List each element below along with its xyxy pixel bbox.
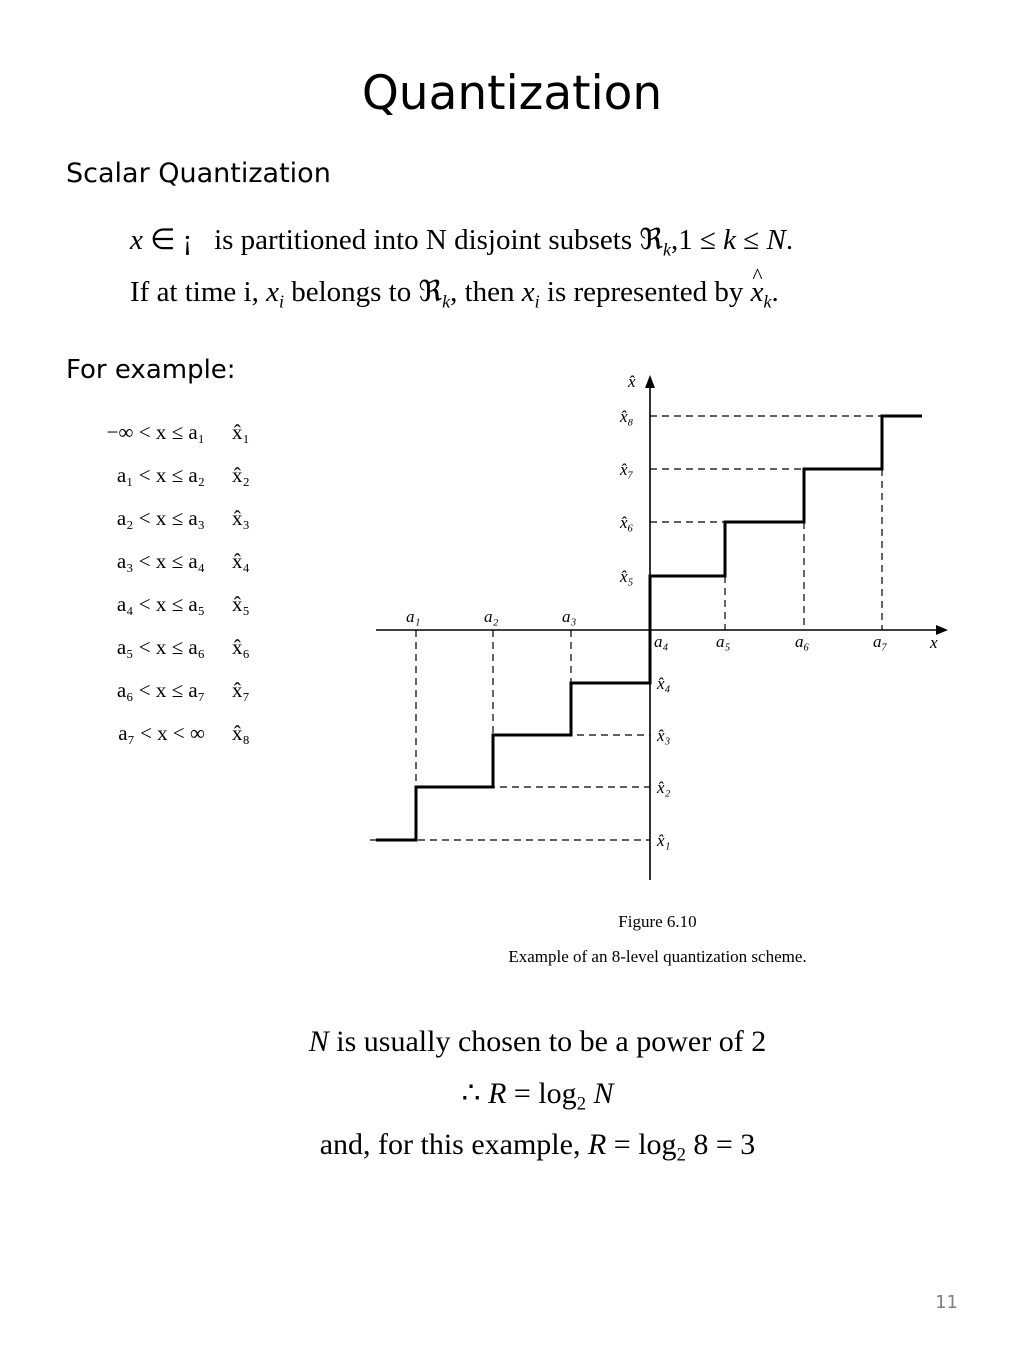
equals-symbol: = [613, 1128, 631, 1161]
var-N: N [593, 1077, 614, 1110]
recon-label-8: x̂₈ [620, 407, 634, 426]
slide-title: Quantization [361, 66, 663, 121]
recon-label-3: x̂₃ [657, 726, 671, 745]
y-axis-label: x̂ [628, 372, 636, 391]
log-text: log [638, 1128, 677, 1161]
decision-label-a5: a₅ [716, 632, 731, 651]
section-subtitle: Scalar Quantization [66, 158, 331, 189]
x-axis-label: x [930, 633, 938, 652]
var-x-i-2: x [521, 276, 535, 308]
comma: , [450, 276, 458, 308]
subscript-i-2: i [534, 291, 540, 312]
region-symbol: ℜ [639, 224, 664, 256]
var-N: N [766, 224, 786, 256]
table-row-range: a₁ < x ≤ a₂ [116, 463, 205, 487]
conclusion-line-3 [0, 1128, 1024, 1166]
page-number: 11 [935, 1292, 958, 1313]
le-symbol: ≤ [743, 224, 760, 256]
log-text: log [538, 1077, 577, 1110]
text-segment-d: is represented by [546, 276, 744, 308]
decision-label-a2: a₂ [484, 607, 499, 626]
table-row-range: a₅ < x ≤ a₆ [116, 635, 205, 659]
log-base: 2 [676, 1144, 686, 1166]
quantizer-staircase [376, 416, 922, 840]
region-subscript: k [442, 291, 451, 312]
var-N: N [308, 1025, 329, 1058]
var-x-hat-k: ^ x [751, 276, 764, 309]
recon-label-7: x̂₇ [620, 460, 634, 479]
table-row-range: a₄ < x ≤ a₅ [116, 592, 205, 616]
table-row-output: x̂₃ [232, 506, 250, 530]
definition-line-1 [130, 222, 794, 260]
table-row-output: x̂₇ [232, 678, 250, 702]
element-of-symbol: ∈ [150, 224, 176, 256]
subscript-i: i [278, 291, 284, 312]
decision-label-a3: a₃ [562, 607, 577, 626]
recon-label-4: x̂₄ [657, 674, 671, 693]
region-symbol: ℜ [418, 276, 443, 308]
figure-caption-title: Figure 6.10 [618, 912, 697, 931]
table-row-output: x̂₆ [232, 635, 250, 659]
decision-label-a7: a₇ [873, 632, 888, 651]
figure-caption-text: Example of an 8-level quantization scheme. [508, 947, 807, 966]
table-row-output: x̂₁ [232, 420, 250, 444]
quantizer-diagram [370, 370, 960, 900]
definition-line-2 [130, 274, 779, 312]
recon-label-2: x̂₂ [657, 778, 671, 797]
log-base: 2 [576, 1093, 586, 1115]
var-k: k [723, 224, 737, 256]
result-text: 8 = 3 [693, 1128, 756, 1161]
decision-label-a6: a₆ [795, 632, 810, 651]
definition-text: is partitioned into N disjoint subsets [214, 224, 633, 256]
recon-label-5: x̂₅ [620, 567, 634, 586]
x-axis-arrow-icon [936, 625, 948, 635]
text-segment-c: then [464, 276, 515, 308]
therefore-symbol: ∴ [461, 1077, 481, 1110]
table-row-output: x̂₅ [232, 592, 250, 616]
comma: , [671, 224, 679, 256]
recon-label-1: x̂₁ [657, 831, 671, 850]
table-row-range: −∞ < x ≤ a₁ [106, 420, 205, 444]
table-row-range: a₇ < x < ∞ [118, 721, 205, 745]
set-symbol: ¡ [182, 224, 193, 256]
table-row-output: x̂₄ [232, 549, 250, 573]
conclusion-line-1 [0, 1025, 1024, 1059]
text-segment-b: belongs to [291, 276, 412, 308]
table-row-range: a₆ < x ≤ a₇ [116, 678, 205, 702]
region-subscript: k [663, 239, 671, 260]
table-row-output: x̂₂ [232, 463, 250, 487]
decision-label-a4: a₄ [654, 632, 669, 651]
table-row-output: x̂₈ [232, 721, 250, 745]
table-row-range: a₂ < x ≤ a₃ [116, 506, 205, 530]
period: . [771, 276, 779, 308]
equals-symbol: = [513, 1077, 531, 1110]
table-row-range: a₃ < x ≤ a₄ [116, 549, 205, 573]
var-x: x [130, 224, 143, 256]
conclusion-text-3: and, for this example, [319, 1128, 581, 1161]
conclusion-text-1: is usually chosen to be a power of 2 [336, 1025, 767, 1058]
recon-label-6: x̂₆ [620, 513, 634, 532]
y-axis-arrow-icon [645, 375, 655, 388]
var-R: R [488, 1077, 507, 1110]
period: . [785, 224, 794, 256]
range-lower: 1 ≤ [678, 224, 716, 256]
text-segment-a: If at time i, [130, 276, 259, 308]
conclusion-line-2 [0, 1076, 1024, 1115]
decision-label-a1: a₁ [406, 607, 421, 626]
var-R: R [587, 1128, 607, 1161]
example-label: For example: [66, 355, 236, 385]
subscript-k: k [763, 291, 772, 312]
var-x-i: x [266, 276, 279, 308]
